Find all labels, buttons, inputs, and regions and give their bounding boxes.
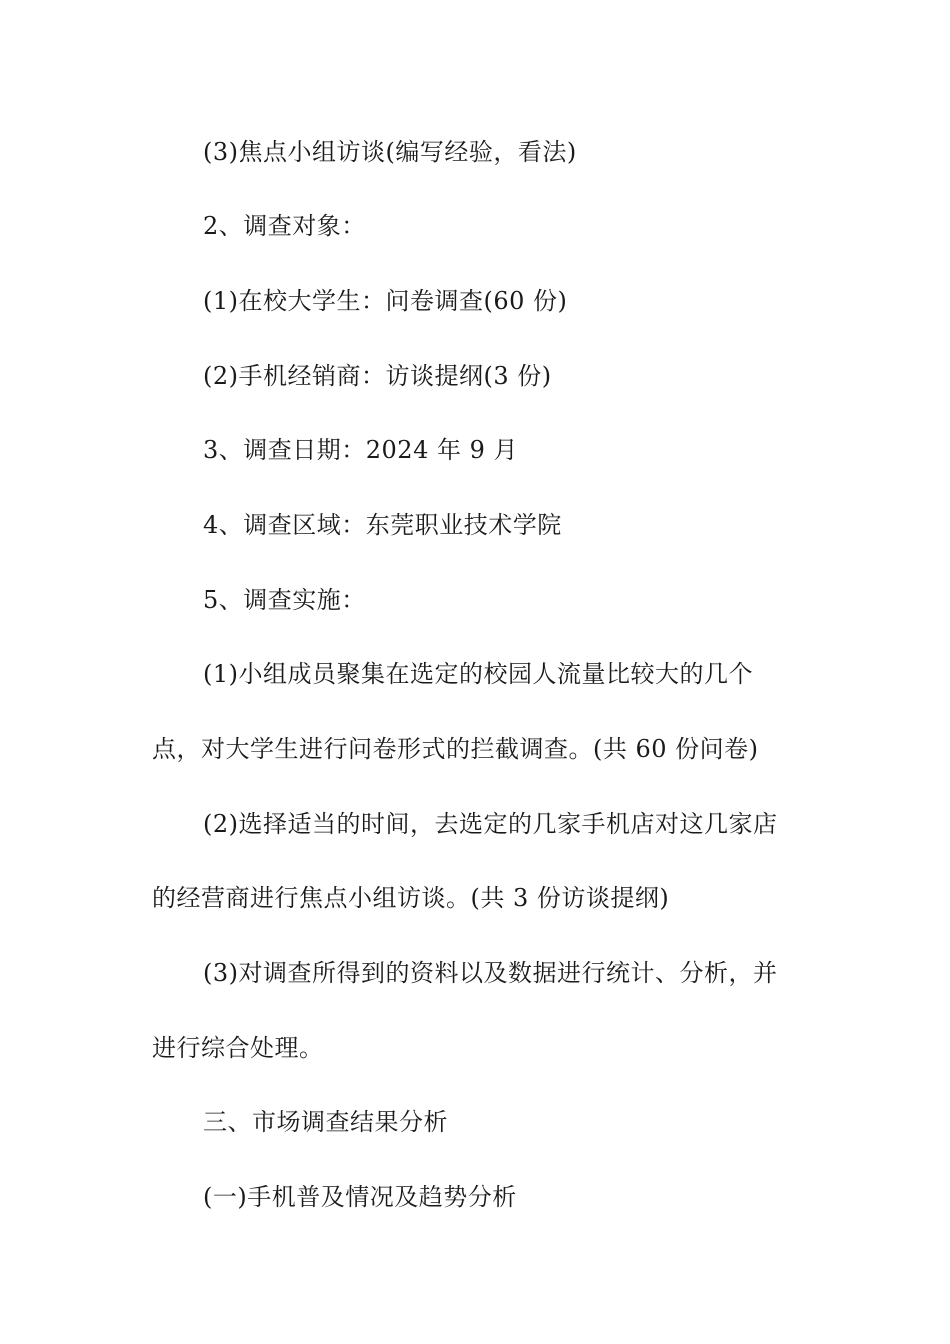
subject-dealers: (2)手机经销商：访谈提纲(3 份) <box>203 362 552 390</box>
step-2-line-2: 的经营商进行焦点小组访谈。(共 3 份访谈提纲) <box>152 884 670 912</box>
section-survey-implementation: 5、调查实施： <box>203 586 366 614</box>
step-2-line-1: (2)选择适当的时间，去选定的几家手机店对这几家店 <box>203 810 778 838</box>
step-1-line-1: (1)小组成员聚集在选定的校园人流量比较大的几个 <box>203 660 753 688</box>
heading-results-analysis: 三、市场调查结果分析 <box>203 1108 448 1136</box>
step-3-line-1: (3)对调查所得到的资料以及数据进行统计、分析，并 <box>203 959 778 987</box>
method-focus-group: (3)焦点小组访谈(编写经验，看法) <box>203 138 577 166</box>
subheading-phone-penetration: (一)手机普及情况及趋势分析 <box>203 1183 517 1211</box>
section-survey-subjects: 2、调查对象： <box>203 212 366 240</box>
step-1-line-2: 点，对大学生进行问卷形式的拦截调查。(共 60 份问卷) <box>152 735 759 763</box>
step-3-line-2: 进行综合处理。 <box>152 1034 324 1062</box>
section-survey-date: 3、调查日期：2024 年 9 月 <box>203 436 519 464</box>
section-survey-area: 4、调查区域：东莞职业技术学院 <box>203 511 562 539</box>
subject-students: (1)在校大学生：问卷调查(60 份) <box>203 287 568 315</box>
